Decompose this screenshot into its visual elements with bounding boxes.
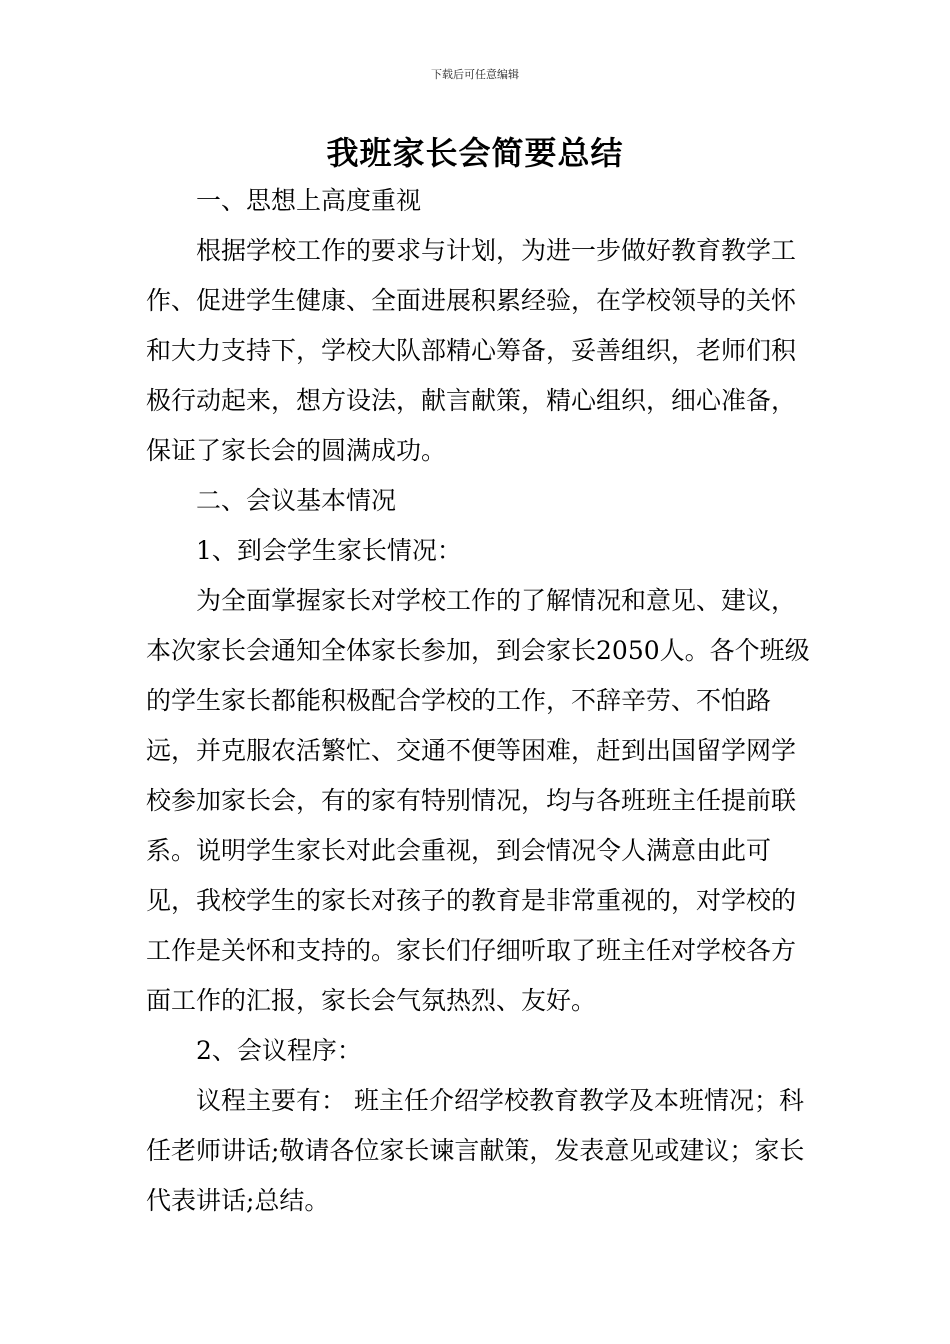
subsection-heading-1: 1、到会学生家长情况： [196, 536, 462, 565]
subsection-heading-2: 2、会议程序： [196, 1036, 362, 1065]
paragraph-2: 为全面掌握家长对学校工作的了解情况和意见、建议，本次家长会通知全体家长参加，到会家长2050人。各个班级的学生家长都能积极配合学校的工作，不辞辛劳、不怕路远，并克服农活繁忙、交通不便等困难，赶到出国留学网学校参加家长会，有的家有特别情况，均与各班班主任提前联系。说明学生家长对此会重视，到会情况令人满意由此可见，我校学生的家长对孩子的教育是非常重视的，对学校的工作是关怀和支持的。家长们仔细听取了班主任对学校各方面工作的汇报，家长会气氛热烈、友好。 [146, 586, 810, 1015]
section-heading-2: 二、会议基本情况 [196, 486, 397, 515]
paragraph-1: 根据学校工作的要求与计划，为进一步做好教育教学工作、促进学生健康、全面进展积累经验，在学校领导的关怀和大力支持下，学校大队部精心筹备，妥善组织，老师们积极行动起来，想方设法，献言献策，精心组织，细心准备，保证了家长会的圆满成功。 [146, 236, 797, 465]
paragraph-3: 议程主要有： 班主任介绍学校教育教学及本班情况；科任老师讲话;敬请各位家长谏言献策，发表意见或建议；家长代表讲话;总结。 [146, 1086, 805, 1215]
document-title: 我班家长会简要总结 [326, 134, 624, 172]
document-body [146, 176, 818, 1226]
header-note: 下载后可任意编辑 [431, 68, 519, 81]
section-heading-1: 一、思想上高度重视 [196, 186, 422, 215]
